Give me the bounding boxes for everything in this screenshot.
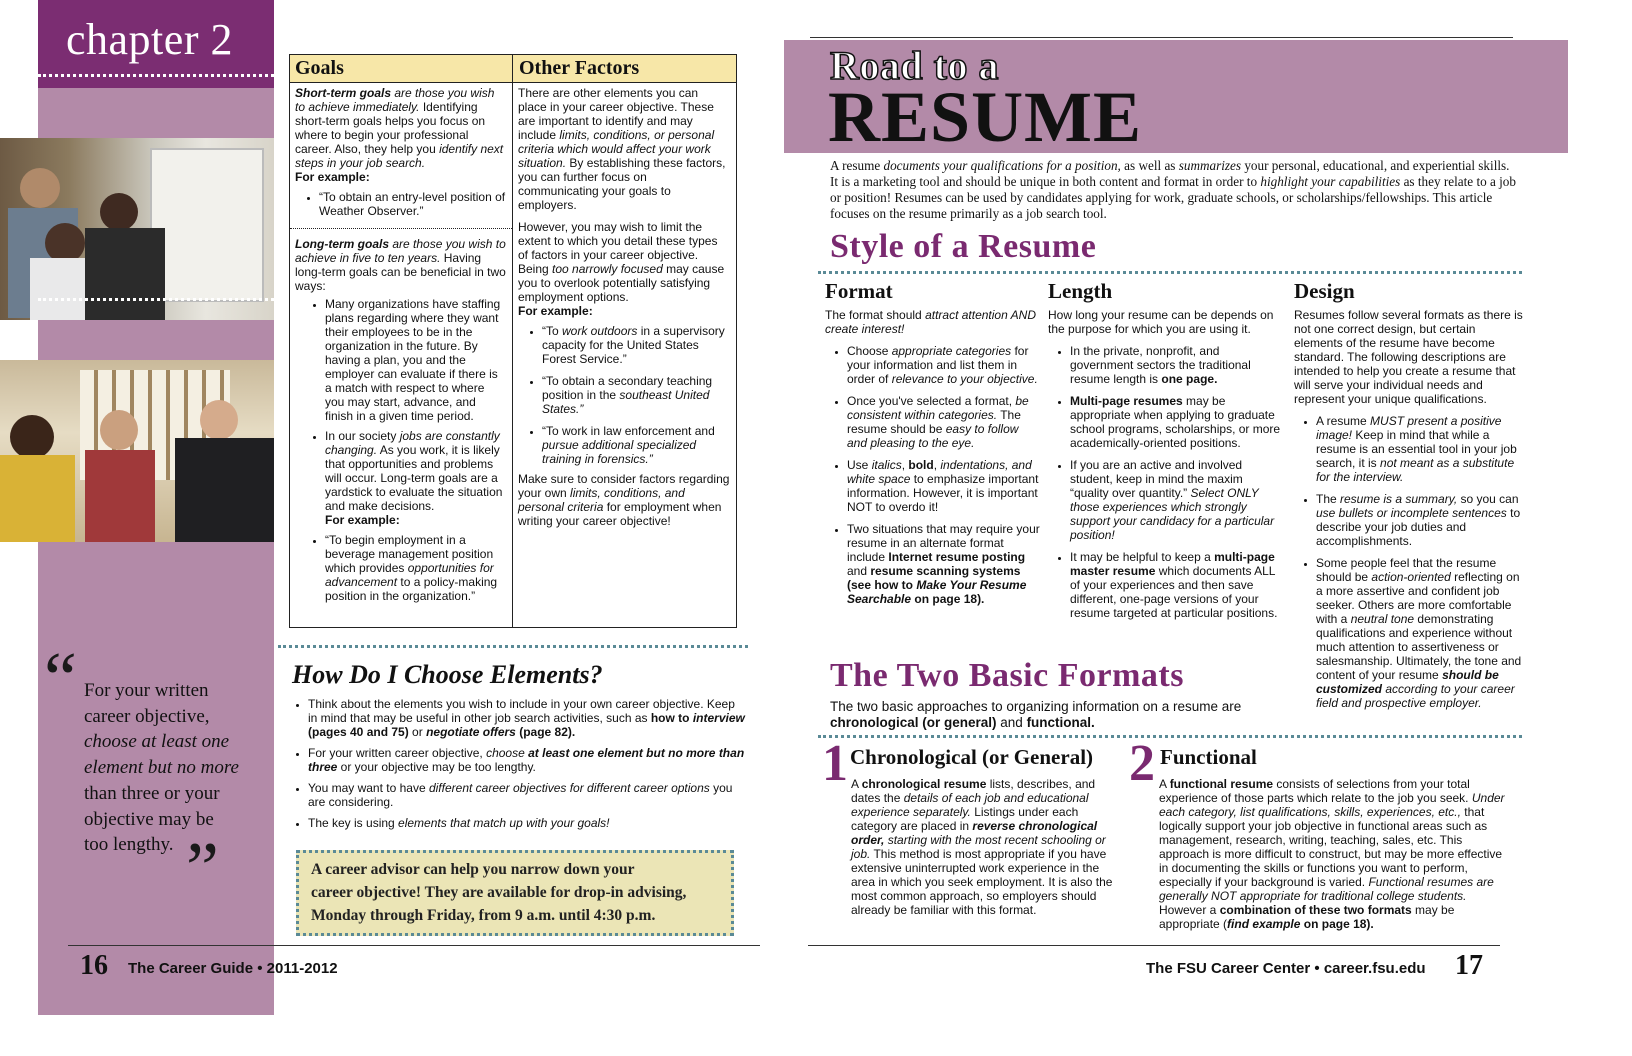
- text: (page 82).: [515, 725, 576, 739]
- text: You may want to have: [308, 781, 429, 795]
- length-heading: Length: [1048, 279, 1113, 303]
- text: Select ONLY those experiences which strongly support your candidacy for a particular position!: [1070, 486, 1275, 542]
- quote-line: career objective,: [84, 705, 210, 727]
- text: details of each job and educational experience separately.: [851, 791, 1089, 819]
- text: relevance to your objective.: [891, 372, 1038, 386]
- text: The resume should be: [847, 408, 1021, 436]
- length-column: [1048, 308, 1282, 626]
- text: choose: [486, 746, 529, 760]
- text: resume scanning systems (see how to: [847, 564, 1021, 592]
- short-term-text: are those you wish to achieve immediately.: [295, 86, 495, 114]
- design-bullet: [1316, 556, 1524, 710]
- text: ,: [933, 458, 941, 472]
- text: limits, conditions, and personal criteria: [518, 486, 685, 514]
- length-bullet: [1070, 458, 1282, 542]
- bullet-text: In our society: [325, 429, 400, 443]
- text: functional resume: [1169, 777, 1274, 791]
- text: This method is most appropriate if you have extensive uninterrupted work experience in the area in which you seek employment. It is also the most common approach, so employers should already be familiar with this format.: [851, 847, 1113, 917]
- text: Listings under each category are placed in: [851, 805, 1079, 833]
- two-formats-intro: [830, 699, 1260, 731]
- text: for employment when writing your career objective!: [518, 500, 722, 528]
- design-column: [1294, 308, 1524, 716]
- text: work outdoors: [562, 324, 638, 338]
- text: different career objectives for different career options: [428, 781, 710, 795]
- bullet-text: to a policy-making position in the organization.”: [325, 575, 498, 603]
- text: for your information and list them in order of: [847, 344, 1029, 386]
- choose-bullet: [308, 816, 746, 830]
- text: according to your career field and prospective employer.: [1316, 682, 1515, 710]
- text: There are other elements you can place in your career objective. These are important to identify and may include: [518, 86, 714, 142]
- chapter-dots: [38, 74, 274, 77]
- text: A resume: [1316, 414, 1371, 428]
- footer-separator: •: [257, 960, 263, 977]
- text: elements that match up with your goals!: [398, 816, 610, 830]
- text: or: [408, 725, 427, 739]
- intro-paragraph: [830, 158, 1520, 222]
- text: Under each category, list qualifications, skills, experiences, etc.,: [1159, 791, 1505, 819]
- text: However a: [1159, 903, 1220, 917]
- footer-separator: •: [1314, 960, 1320, 977]
- text: action-oriented: [1371, 570, 1451, 584]
- bullet-text: As you work, it is likely that opportunities and problems will occur. Long-term goals are a yardstick to evaluate the situation and make decisions.: [325, 443, 503, 513]
- style-heading: Style of a Resume: [830, 228, 1097, 265]
- text: Some people feel that the resume should be: [1316, 556, 1497, 584]
- section-divider: [818, 271, 1522, 274]
- advisor-callout: [296, 850, 734, 936]
- quote-close-mark: ”: [186, 828, 219, 910]
- text: consists of selections from your total experience of those parts which relate to the job you seek.: [1159, 777, 1472, 805]
- title-rule: [810, 37, 1513, 38]
- footer-rule: [68, 945, 760, 946]
- long-term-example: [325, 533, 507, 603]
- text: A: [851, 777, 862, 791]
- quote-line: than three or your: [84, 782, 220, 804]
- text: A: [1159, 777, 1170, 791]
- text: so you can: [1457, 492, 1519, 506]
- text: attract attention AND create interest!: [825, 308, 1037, 336]
- text: easy to follow and pleasing to the eye.: [847, 422, 1019, 450]
- text: Two situations that may require your resume in an alternate format include: [847, 522, 1040, 564]
- left-footer-text: [128, 960, 338, 977]
- text: Make Your Resume Searchable: [847, 578, 1027, 606]
- chapter-tab: [38, 0, 274, 88]
- factors-paragraph: [518, 472, 730, 528]
- functional-text: [1159, 777, 1511, 931]
- text: how to: [650, 711, 693, 725]
- text: too narrowly focused: [552, 262, 663, 276]
- example-label: For example:: [518, 304, 593, 318]
- text: resume is a summary,: [1340, 492, 1458, 506]
- text: italics: [871, 458, 902, 472]
- short-term-text: Identifying short-term goals helps you focus on where to begin your professional career. Also, they help you: [295, 100, 486, 156]
- text: Choose: [847, 344, 892, 358]
- text: as they relate to a job or position! Resumes can be used by candidates applying for work, graduate schools, or scholarships/fellowships. This article focuses on the resume primarily as a job search tool.: [830, 174, 1516, 221]
- text: may be appropriate when applying to graduate school programs, scholarships, or more academically-oriented positions.: [1070, 394, 1281, 450]
- format-bullet: [847, 458, 1040, 514]
- factors-example: [542, 424, 730, 466]
- text: The key is using: [308, 816, 399, 830]
- text: negotiate offers: [426, 725, 516, 739]
- factors-paragraph: [518, 86, 730, 212]
- factors-column: [518, 86, 730, 528]
- guide-year: 2011-2012: [266, 960, 338, 977]
- example-label: For example:: [325, 513, 400, 527]
- advisor-line: Monday through Friday, from 9 a.m. until 4:30 p.m.: [311, 907, 656, 924]
- quote-line: element but no more: [84, 757, 239, 779]
- section-divider: [818, 735, 1522, 738]
- text: chronological resume: [861, 777, 987, 791]
- career-center-name: The FSU Career Center: [1146, 960, 1311, 977]
- text: demonstrating qualifications and experience without much attention to assertiveness or salesmanship. Ultimately, the tone and content of your resume: [1316, 612, 1522, 682]
- title-line-2: RESUME: [828, 77, 1143, 157]
- long-term-text: Having long-term goals can be beneficial in two ways:: [295, 251, 506, 293]
- footer-rule: [808, 945, 1500, 946]
- two-formats-heading: The Two Basic Formats: [830, 657, 1184, 694]
- text: starting with the most recent schooling or job.: [851, 833, 1106, 861]
- left-page-number: 16: [80, 950, 108, 981]
- text: pursue additional specialized training in forensics.”: [542, 438, 697, 466]
- text: In the private, nonprofit, and government sectors the traditional resume length is: [1070, 344, 1251, 386]
- example-label: For example:: [295, 170, 370, 184]
- text: MUST present a positive image!: [1316, 414, 1502, 442]
- bullet-text: jobs are constantly changing.: [325, 429, 500, 457]
- factors-example: [542, 374, 730, 416]
- text: “To work in law enforcement and: [542, 424, 715, 438]
- functional-number: 2: [1129, 735, 1155, 792]
- text: documents your qualifications for a position,: [883, 158, 1121, 173]
- bullet-text: “To begin employment in a beverage management position which provides: [325, 533, 494, 575]
- text: It may be helpful to keep a: [1070, 550, 1215, 564]
- bullet-text: opportunities for advancement: [325, 561, 494, 589]
- choose-heading: How Do I Choose Elements?: [292, 660, 603, 689]
- title-line-1: Road to a: [830, 43, 999, 88]
- choose-bullet: [308, 697, 746, 739]
- text: Internet resume posting: [888, 550, 1026, 564]
- text: in a supervisory capacity for the United States Forest Service.”: [542, 324, 725, 366]
- text: Use: [847, 458, 872, 472]
- text: not meant as a substitute for the interview.: [1316, 456, 1515, 484]
- text: functional.: [1026, 715, 1095, 730]
- choose-bullet: [308, 746, 746, 774]
- text: Think about the elements you wish to include in your own career objective. Keep in mind that may be useful in other job search activities, such as: [308, 697, 735, 725]
- text: to emphasize important information. However, it is important NOT to overdo it!: [847, 472, 1039, 514]
- goals-header: Goals: [295, 57, 344, 79]
- quote-line: choose at least one: [84, 731, 230, 753]
- text: be consistent within categories.: [847, 394, 1029, 422]
- text: and: [847, 564, 871, 578]
- functional-heading: Functional: [1160, 745, 1257, 769]
- format-column: [825, 308, 1040, 612]
- chronological-number: 1: [822, 735, 848, 792]
- text: ,: [901, 458, 909, 472]
- design-bullet: [1316, 414, 1524, 484]
- text: lists, describes, and dates the: [851, 777, 1096, 805]
- text: that logically support your job objective in functional areas such as management, research, writing, teaching, sales, etc. This approach is more difficult to construct, but may be more effective in documenting the skills or functions you want to perform, especially if your background is varied.: [1159, 805, 1503, 889]
- choose-bullet: [308, 781, 746, 809]
- text: Functional resumes are generally NOT appropriate for traditional college students.: [1159, 875, 1494, 903]
- text: should be customized: [1316, 668, 1499, 696]
- goals-factors-table: [289, 54, 737, 628]
- guide-title: The Career Guide: [128, 960, 254, 977]
- factors-paragraph: [518, 220, 730, 304]
- text: The: [1316, 492, 1341, 506]
- section-divider: [278, 645, 748, 648]
- length-bullet: [1070, 394, 1282, 450]
- text: southeast United States.”: [542, 388, 710, 416]
- chapter-label: chapter 2: [66, 15, 233, 64]
- text: one page.: [1161, 372, 1218, 386]
- text: The two basic approaches to organizing information on a resume are: [830, 699, 1242, 714]
- text: summarizes: [1178, 158, 1242, 173]
- text: on page 18).: [911, 592, 985, 606]
- format-heading: Format: [825, 279, 893, 303]
- text: neutral tone: [1350, 612, 1415, 626]
- text: Multi-page resumes: [1070, 394, 1183, 408]
- right-page-number: 17: [1455, 950, 1483, 981]
- other-factors-header: Other Factors: [519, 57, 640, 79]
- length-bullet: [1070, 550, 1282, 620]
- text: may cause you to overlook potentially satisfying employment options.: [518, 262, 725, 304]
- quote-line: objective may be: [84, 808, 214, 830]
- text: By establishing these factors, you can further focus on communicating your goals to employers.: [518, 156, 726, 212]
- text: interview: [692, 711, 745, 725]
- text: bold: [908, 458, 934, 472]
- text: may be appropriate (: [1159, 903, 1455, 931]
- text: you are considering.: [308, 781, 733, 809]
- text: combination of these two formats: [1219, 903, 1412, 917]
- short-term-text: identify next steps in your job search.: [295, 142, 504, 170]
- short-term-example: • “To obtain an entry-level position of Weather Observer.”: [319, 190, 507, 218]
- text: or your objective may be too lengthy.: [337, 760, 536, 774]
- text: and: [996, 715, 1027, 730]
- design-intro: Resumes follow several formats as there is not one correct design, but certain elements of the resume have become standard. The following descriptions are intended to help you create a resume that will serve your individual needs and represent your unique qualifications.: [1294, 308, 1523, 406]
- text: appropriate categories: [891, 344, 1012, 358]
- students-whiteboard-photo: [0, 138, 274, 320]
- design-heading: Design: [1294, 279, 1355, 303]
- text: “To: [542, 324, 563, 338]
- text: reverse chronological order,: [851, 819, 1098, 847]
- text: multi-page master resume: [1070, 550, 1275, 578]
- chronological-heading: Chronological (or General): [850, 745, 1094, 769]
- text: Once you've selected a format,: [847, 394, 1016, 408]
- students-books-photo: [0, 360, 274, 542]
- text: which documents ALL of your experiences and then save different, one-page versions of your resume targeted at particular positions.: [1070, 564, 1278, 620]
- text: as well as: [1120, 158, 1179, 173]
- right-footer-text: [1146, 960, 1426, 977]
- long-term-bullet: [325, 429, 507, 527]
- text: indentations, and white space: [847, 458, 1032, 486]
- text: If you are an active and involved student, keep in mind the maxim “quality over quantity.”: [1070, 458, 1243, 500]
- format-bullet: [847, 344, 1040, 386]
- factors-example: [542, 324, 730, 366]
- design-bullet: [1316, 492, 1524, 548]
- text: (pages 40 and 75): [308, 725, 409, 739]
- text: “To obtain a secondary teaching position in the: [542, 374, 713, 402]
- text: However, you may wish to limit the extent to which you detail these types of factors in your career objective. Being: [518, 220, 718, 276]
- text: on page 18).: [1300, 917, 1374, 931]
- text: find example: [1227, 917, 1301, 931]
- text: reflecting on a more assertive and confident job seeker. Others are more comfortable with a: [1316, 570, 1520, 626]
- format-bullet: [847, 394, 1040, 450]
- text: highlight your capabilities: [1260, 174, 1401, 189]
- text: to describe your job duties and accomplishments.: [1316, 506, 1521, 548]
- text: limits, conditions, or personal criteria which would affect your work situation.: [518, 128, 715, 170]
- quote-open-mark: “: [44, 638, 77, 720]
- text: use bullets or incomplete sentences: [1316, 506, 1507, 520]
- text: The format should: [825, 308, 926, 322]
- long-term-text: are those you wish to achieve in five to ten years.: [295, 237, 506, 265]
- career-center-url: career.fsu.edu: [1323, 960, 1426, 977]
- text: at least one element but no more than three: [308, 746, 745, 774]
- chronological-text: [851, 777, 1121, 917]
- length-bullet: [1070, 344, 1282, 386]
- goals-column: [295, 86, 507, 609]
- length-intro: How long your resume can be depends on the purpose for which you are using it.: [1048, 308, 1274, 336]
- quote-line: too lengthy.: [84, 834, 174, 856]
- format-bullet: [847, 522, 1040, 606]
- long-term-lead: Long-term goals: [295, 237, 390, 251]
- long-term-bullet: • Many organizations have staffing plans regarding where they want their employees to be in the organization in the future. By having a plan, you and the employer can evaluate if there is a match with respect to where you may start, advance, and finish in a given time period.: [325, 297, 507, 423]
- text: For your written career objective,: [308, 746, 487, 760]
- text: Keep in mind that while a resume is an essential tool in your job search, it is: [1316, 428, 1517, 470]
- advisor-line: A career advisor can help you narrow down your: [311, 861, 635, 878]
- text: your personal, educational, and experiential skills. It is a marketing tool and should be unique in both content and format in order to: [830, 158, 1510, 189]
- short-term-lead: Short-term goals: [295, 86, 392, 100]
- text: A resume: [830, 158, 884, 173]
- text: chronological (or general): [830, 715, 997, 730]
- text: Make sure to consider factors regarding your own: [518, 472, 730, 500]
- quote-line: For your written: [84, 680, 209, 701]
- advisor-line: career objective! They are available for drop-in advising,: [311, 884, 687, 901]
- choose-list: [296, 697, 746, 836]
